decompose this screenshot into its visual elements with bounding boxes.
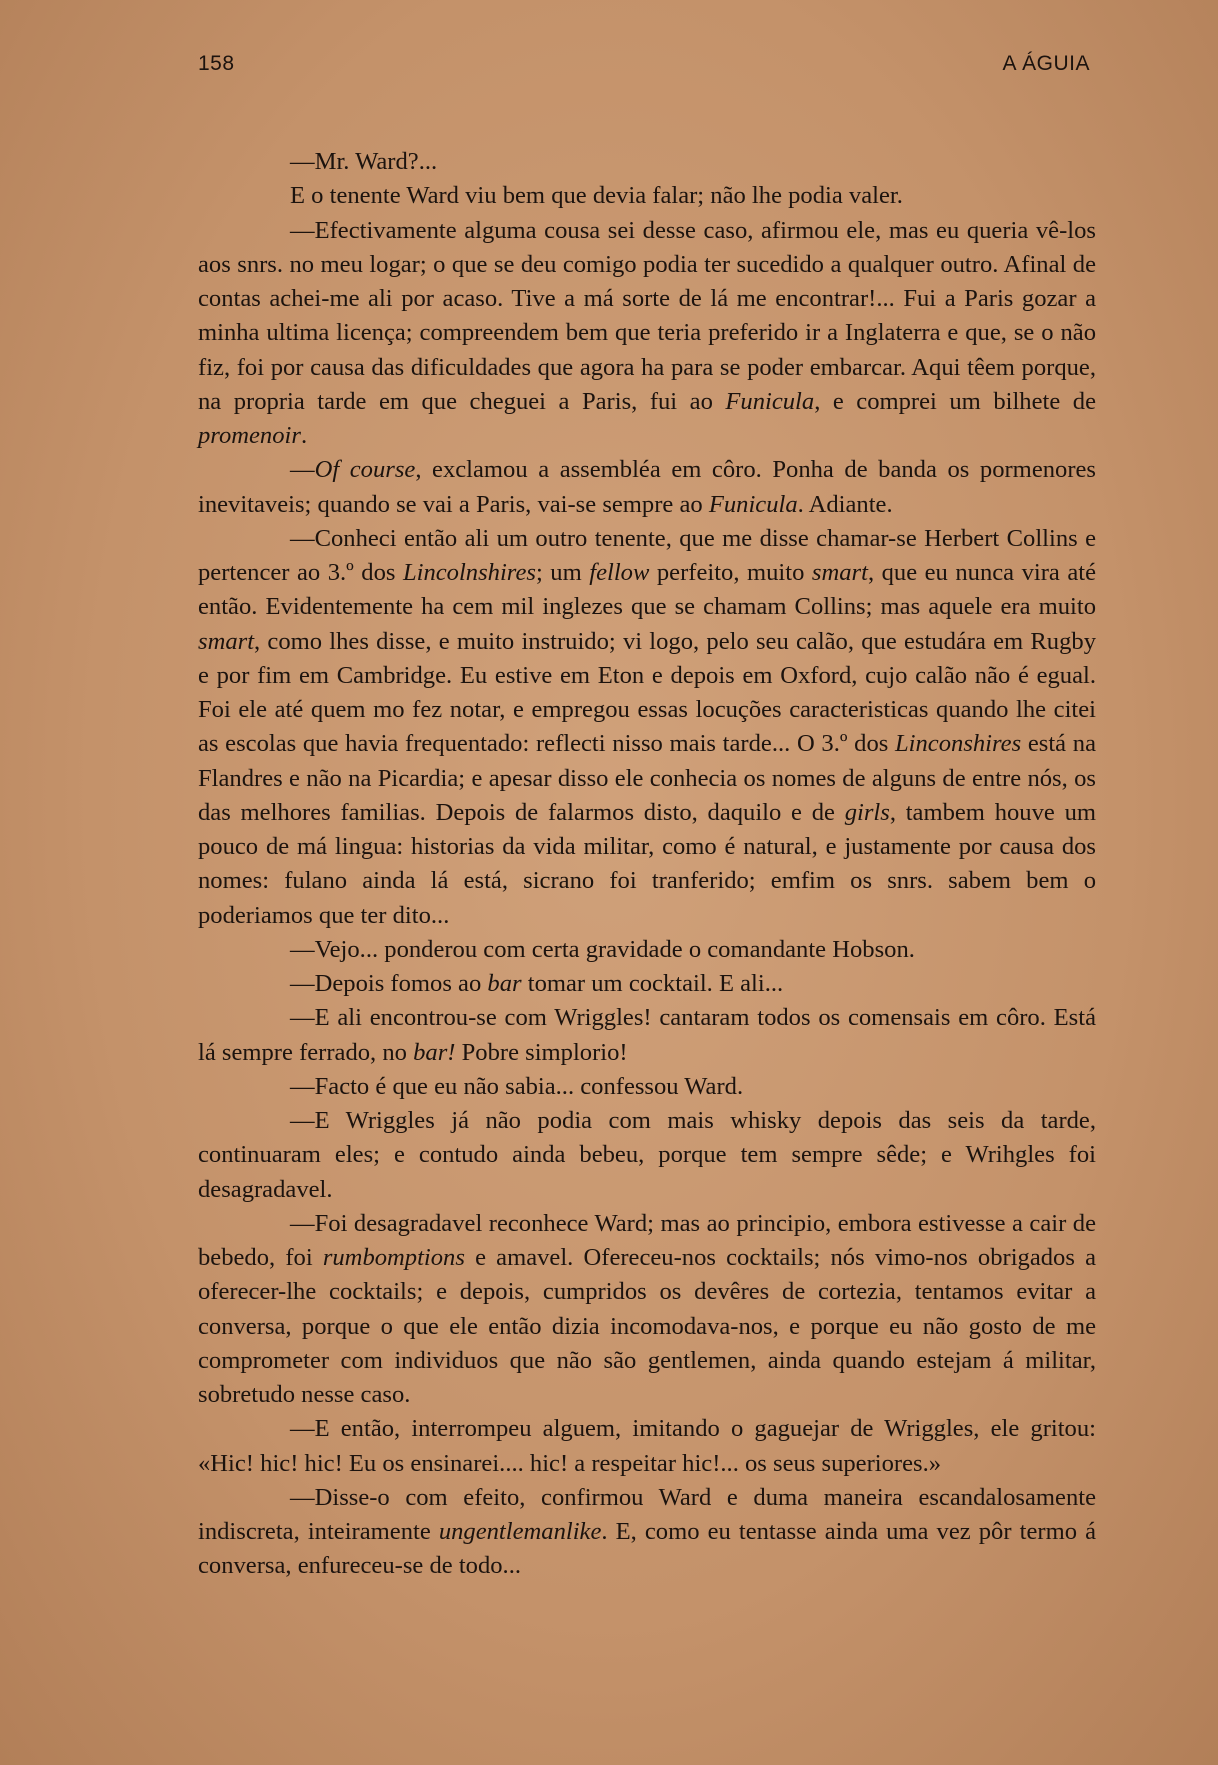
italic-run: girls [844, 798, 890, 826]
text-run: , e comprei um bilhete de [814, 387, 1096, 415]
paragraph [198, 1001, 1096, 1070]
italic-run: bar! [413, 1038, 456, 1066]
text-run: perfeito, muito [649, 559, 812, 586]
text-run: , tambem houve um pouco de má lingua: historias da vida militar, como é natural, e justamente por causa dos nomes: fulano ainda lá está, sicrano foi tranferido; emfim os snrs. sabem bem o poderiamos que ter dito... [198, 798, 1096, 929]
text-run: Pobre simplorio! [455, 1038, 628, 1066]
text-run: . E, como eu tentasse ainda uma vez pôr termo á conversa, enfureceu-se de todo... [198, 1518, 1096, 1580]
paragraph [198, 1104, 1096, 1207]
paragraph [198, 1070, 1096, 1104]
text-run: , exclamou a assembléa em côro. Ponha de banda os pormenores inevitaveis; quando se vai a Paris, vai-se sempre ao [198, 456, 1096, 518]
text-run: está na Flandres e não na Picardia; e apesar disso ele conhecia os nomes de alguns de entre nós, os das melhores familias. Depois de falarmos disto, daquilo e de [198, 730, 1096, 826]
text-run: —Conheci então ali um outro tenente, que me disse chamar-se Herbert Collins e pertencer ao 3.º dos [198, 524, 1096, 586]
paragraph [198, 1207, 1096, 1413]
paragraph [198, 179, 1096, 213]
paragraph [198, 1412, 1096, 1481]
italic-run: promenoir [198, 422, 301, 449]
paragraph [198, 214, 1096, 454]
text-run: ; um [535, 559, 590, 586]
text-run: —Foi desagradavel reconhece Ward; mas ao principio, embora estivesse a cair de bebedo, foi [198, 1209, 1096, 1271]
text-run: —Facto é que eu não sabia... confessou Ward. [290, 1072, 744, 1100]
italic-run: rumbomptions [322, 1244, 465, 1271]
text-run: —Depois fomos ao [290, 970, 488, 997]
text-run: —Efectivamente alguma cousa sei desse caso, afirmou ele, mas eu queria vê-los aos snrs. no meu logar; o que se deu comigo podia ter sucedido a qualquer outro. Afinal de contas achei-me ali por acaso. Tive a má sorte de lá me encontrar!... Fui a Paris gozar a minha ultima licença; compreendem bem que teria preferido ir a Inglaterra e que, se o não fiz, foi por causa das dificuldades que agora ha para se poder embarcar. Aqui têem porque, na propria tarde em que cheguei a Paris, fui ao [198, 216, 1096, 415]
italic-run: Of course [314, 456, 416, 484]
italic-run: smart [811, 559, 868, 586]
italic-run: Lincolnshires [402, 559, 536, 586]
text-run: . Adiante. [797, 490, 893, 518]
paragraph [198, 522, 1096, 933]
text-run: e amavel. Ofereceu-nos cocktails; nós vimo-nos obrigados a oferecer-lhe cocktails; e depois, cumpridos os devêres de cortezia, tentamos evitar a conversa, porque o que ele então dizia incomodava-nos, e porque eu não gosto de me comprometer com individuos que não são gentlemen, ainda quando estejam á militar, sobretudo nesse caso. [198, 1244, 1096, 1408]
italic-run: Funicula [725, 387, 815, 415]
text-run: tomar um cocktail. E ali... [521, 970, 784, 997]
paragraph [198, 145, 1096, 179]
text-run: —Disse-o com efeito, confirmou Ward e duma maneira escandalosamente indiscreta, inteiramente [198, 1483, 1096, 1545]
paragraph [198, 1481, 1096, 1584]
text-run: —E então, interrompeu alguem, imitando o gaguejar de Wriggles, ele gritou: «Hic! hic! hic! Eu os ensinarei.... hic! a respeitar hic!... os seus superiores.» [198, 1415, 1096, 1477]
paragraph [198, 933, 1096, 967]
italic-run: fellow [589, 559, 650, 586]
text-run: E o tenente Ward viu bem que devia falar; não lhe podia valer. [290, 182, 903, 210]
paragraph [198, 453, 1096, 522]
journal-title: A ÁGUIA [1002, 52, 1090, 75]
italic-run: bar [487, 970, 522, 997]
page-number: 158 [198, 52, 235, 75]
italic-run: Linconshires [895, 730, 1022, 758]
text-run: , como lhes disse, e muito instruido; vi logo, pelo seu calão, que estudára em Rugby e por fim em Cambridge. Eu estive em Eton e depois em Oxford, cujo calão não é egual. Foi ele até quem mo fez notar, e empregou essas locuções caracteristicas quando lhe citei as escolas que havia frequentado: reflecti nisso mais tarde... O 3.º dos [198, 627, 1096, 758]
text-run: —E ali encontrou-se com Wriggles! cantaram todos os comensais em côro. Está lá sempre ferrado, no [198, 1004, 1096, 1066]
italic-run: ungentlemanlike [438, 1518, 602, 1545]
text-run: . [300, 422, 308, 449]
text-run: —Mr. Ward?... [290, 148, 438, 175]
running-head [198, 52, 1090, 88]
text-run: , que eu nunca vira até então. Evidentemente ha cem mil inglezes que se chamam Collins; mas aquele era muito [198, 559, 1096, 621]
text-run: —E Wriggles já não podia com mais whisky depois das seis da tarde, continuaram eles; e contudo ainda bebeu, porque tem sempre sêde; e Wrihgles foi desagradavel. [198, 1107, 1096, 1203]
italic-run: Funicula [708, 490, 798, 518]
body-text [198, 145, 1096, 1584]
paragraph [198, 967, 1096, 1001]
text-run: —Vejo... ponderou com certa gravidade o comandante Hobson. [290, 935, 915, 963]
italic-run: smart [198, 627, 255, 655]
text-run: — [290, 456, 315, 484]
